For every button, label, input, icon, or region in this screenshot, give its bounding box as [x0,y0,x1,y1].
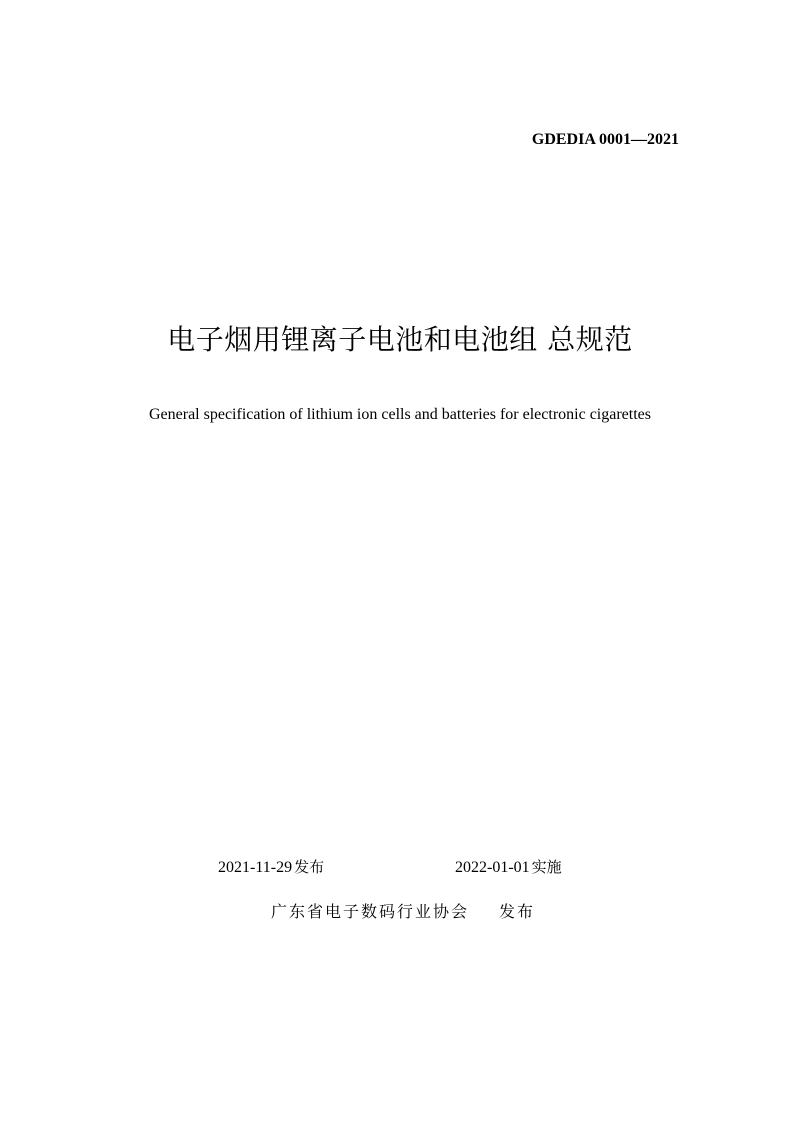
issuer-row [271,899,535,922]
issuer-action: 发布 [499,902,536,921]
implement-date-block [455,856,562,877]
implement-label: 实施 [531,858,562,876]
implement-date: 2022-01-01 [455,859,530,876]
issuer-name: 广东省电子数码行业协会 [271,902,470,921]
dates-row [0,856,800,880]
standard-code: GDEDIA 0001—2021 [531,131,679,148]
document-title-chinese: 电子烟用锂离子电池和电池组 总规范 [167,323,633,356]
publish-label: 发布 [294,858,325,876]
publish-date-block [218,856,324,877]
publish-date: 2021-11-29 [218,859,293,876]
document-title-english: General specification of lithium ion cells and batteries for electronic cigarettes [148,406,651,423]
